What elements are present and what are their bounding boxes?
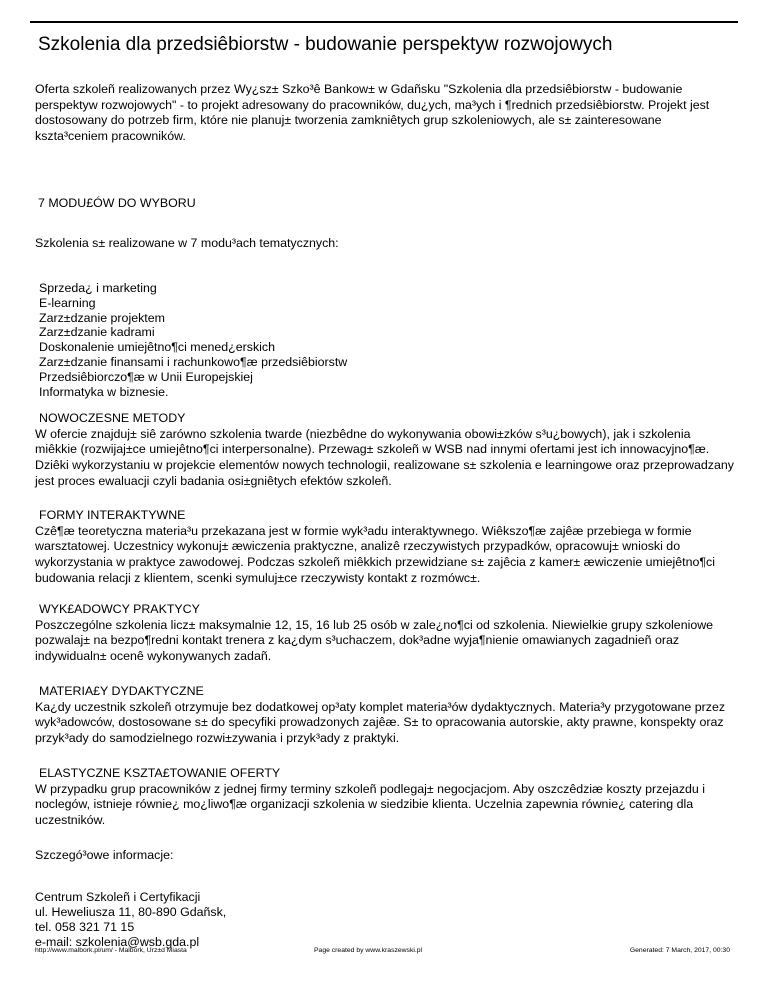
section-body: Poszczególne szkolenia licz± maksymalnie 12, 15, 16 lub 25 osób w zale¿no¶ci od szkolenia. Niewielkie grupy szkoleniowe pozwalaj± na bezpo¶redni kontakt trenera z ka¿dym s³uchaczem, dok³adne wyja¶nienie omawianych zagadnieñ oraz indywidualn± ocenê wykonywanych zadañ. — [35, 617, 714, 664]
list-item: Doskonalenie umiejêtno¶ci mened¿erskich — [39, 340, 275, 355]
section-heading: ELASTYCZNE KSZTA£TOWANIE OFERTY — [39, 766, 281, 780]
section-body: Ka¿dy uczestnik szkoleñ otrzymuje bez dodatkowej op³aty komplet materia³ów dydaktycznych. Materia³y przygotowane przez wyk³adowców, dostosowane s± do specyfiki prowadzonych zajêæ. S± to opracowania autorskie, akty prawne, konspekty oraz przyk³ady do samodzielnego rozwi±zywania i przyk³ady z praktyki. — [35, 699, 726, 746]
list-item: Informatyka w biznesie. — [39, 384, 169, 399]
contact-block — [35, 890, 226, 950]
section-flexible-offer — [35, 766, 735, 829]
list-item: Zarz±dzanie kadrami — [39, 325, 155, 340]
section-heading: FORMY INTERAKTYWNE — [39, 508, 186, 522]
page-title: Szkolenia dla przedsiêbiorstw - budowanie perspektyw rozwojowych — [38, 34, 613, 55]
section-body: Czê¶æ teoretyczna materia³u przekazana jest w formie wyk³adu interaktywnego. Wiêkszo¶æ zajêæ przebiega w formie warsztatowej. Uczestnicy wykonuj± æwiczenia praktyczne, analizê rzeczywistych przypadków, opracowuj± wnioski do wykorzystania w praktyce zawodowej. Podczas szkoleñ miêkkich przewidziane s± zajêcia z kamer± æwiczenie umiejêtno¶ci budowania relacji z klientem, scenki symuluj±ce rzeczywisty kontakt z rozmówc±. — [35, 523, 715, 585]
contact-email: e-mail: szkolenia@wsb.gda.pl — [35, 935, 200, 949]
list-item: E-learning — [39, 295, 96, 310]
list-item: Zarz±dzanie projektem — [39, 310, 165, 325]
contact-phone: tel. 058 321 71 15 — [35, 920, 135, 934]
section-heading: NOWOCZESNE METODY — [39, 411, 186, 425]
section-interactive-forms — [35, 508, 735, 587]
modules-heading: 7 MODU£ÓW DO WYBORU — [38, 196, 196, 210]
top-rule — [30, 21, 738, 23]
details-label: Szczegó³owe informacje: — [35, 848, 174, 862]
section-practitioner-lecturers — [35, 602, 735, 665]
footer-generated: Generated: 7 March, 2017, 00:30 — [629, 947, 730, 954]
modules-list — [39, 281, 347, 399]
footer-source-link[interactable]: http://www.malbork.pl/um/ - Malbork, Urz±d Miasta — [35, 947, 187, 954]
section-body: W przypadku grup pracowników z jednej firmy terminy szkoleñ podlegaj± negocjacjom. Aby oszczêdziæ koszty przejazdu i noclegów, istnieje równie¿ mo¿liwo¶æ organizacji szkolenia w siedzibie klienta. Uczelnia zapewnia równie¿ catering dla uczestników. — [35, 781, 705, 828]
contact-address: ul. Heweliusza 11, 80-890 Gdañsk, — [35, 905, 227, 919]
modules-intro: Szkolenia s± realizowane w 7 modu³ach tematycznych: — [35, 236, 339, 250]
section-teaching-materials — [35, 684, 735, 747]
section-heading: WYK£ADOWCY PRAKTYCY — [39, 602, 200, 616]
page-footer — [35, 947, 738, 957]
list-item: Sprzeda¿ i marketing — [39, 281, 157, 295]
section-modern-methods — [35, 411, 735, 490]
section-heading: MATERIA£Y DYDAKTYCZNE — [39, 684, 204, 698]
contact-name: Centrum Szkoleñ i Certyfikacji — [35, 890, 201, 904]
footer-created-by: Page created by www.kraszewski.pl — [314, 947, 423, 954]
intro-paragraph: Oferta szkoleñ realizowanych przez Wy¿sz± Szko³ê Bankow± w Gdañsku "Szkolenia dla przedsiêbiorstw - budowanie perspektyw rozwojowych" - to projekt adresowany do pracowników, du¿ych, ma³ych i ¶rednich przedsiêbiorstw. Projekt jest dostosowany do potrzeb firm, które nie planuj± tworzenia zamkniêtych grup szkoleniowych, ale s± zainteresowane kszta³ceniem pracowników. — [35, 82, 710, 144]
section-body: W ofercie znajduj± siê zarówno szkolenia twarde (niezbêdne do wykonywania obowi±zków s³u¿bowych), jak i szkolenia miêkkie (rozwijaj±ce umiejêtno¶ci interpersonalne). Przewag± szkoleñ w WSB nad innymi ofertami jest ich innowacyjno¶æ. Dziêki wykorzystaniu w projekcie elementów nowych technologii, realizowane s± szkolenia e learningowe oraz przeprowadzany jest proces ewaluacji czyli badania osi±gniêtych efektów szkoleñ. — [35, 426, 734, 488]
list-item: Zarz±dzanie finansami i rachunkowo¶æ przedsiêbiorstw — [39, 354, 348, 369]
list-item: Przedsiêbiorczo¶æ w Unii Europejskiej — [39, 369, 253, 384]
